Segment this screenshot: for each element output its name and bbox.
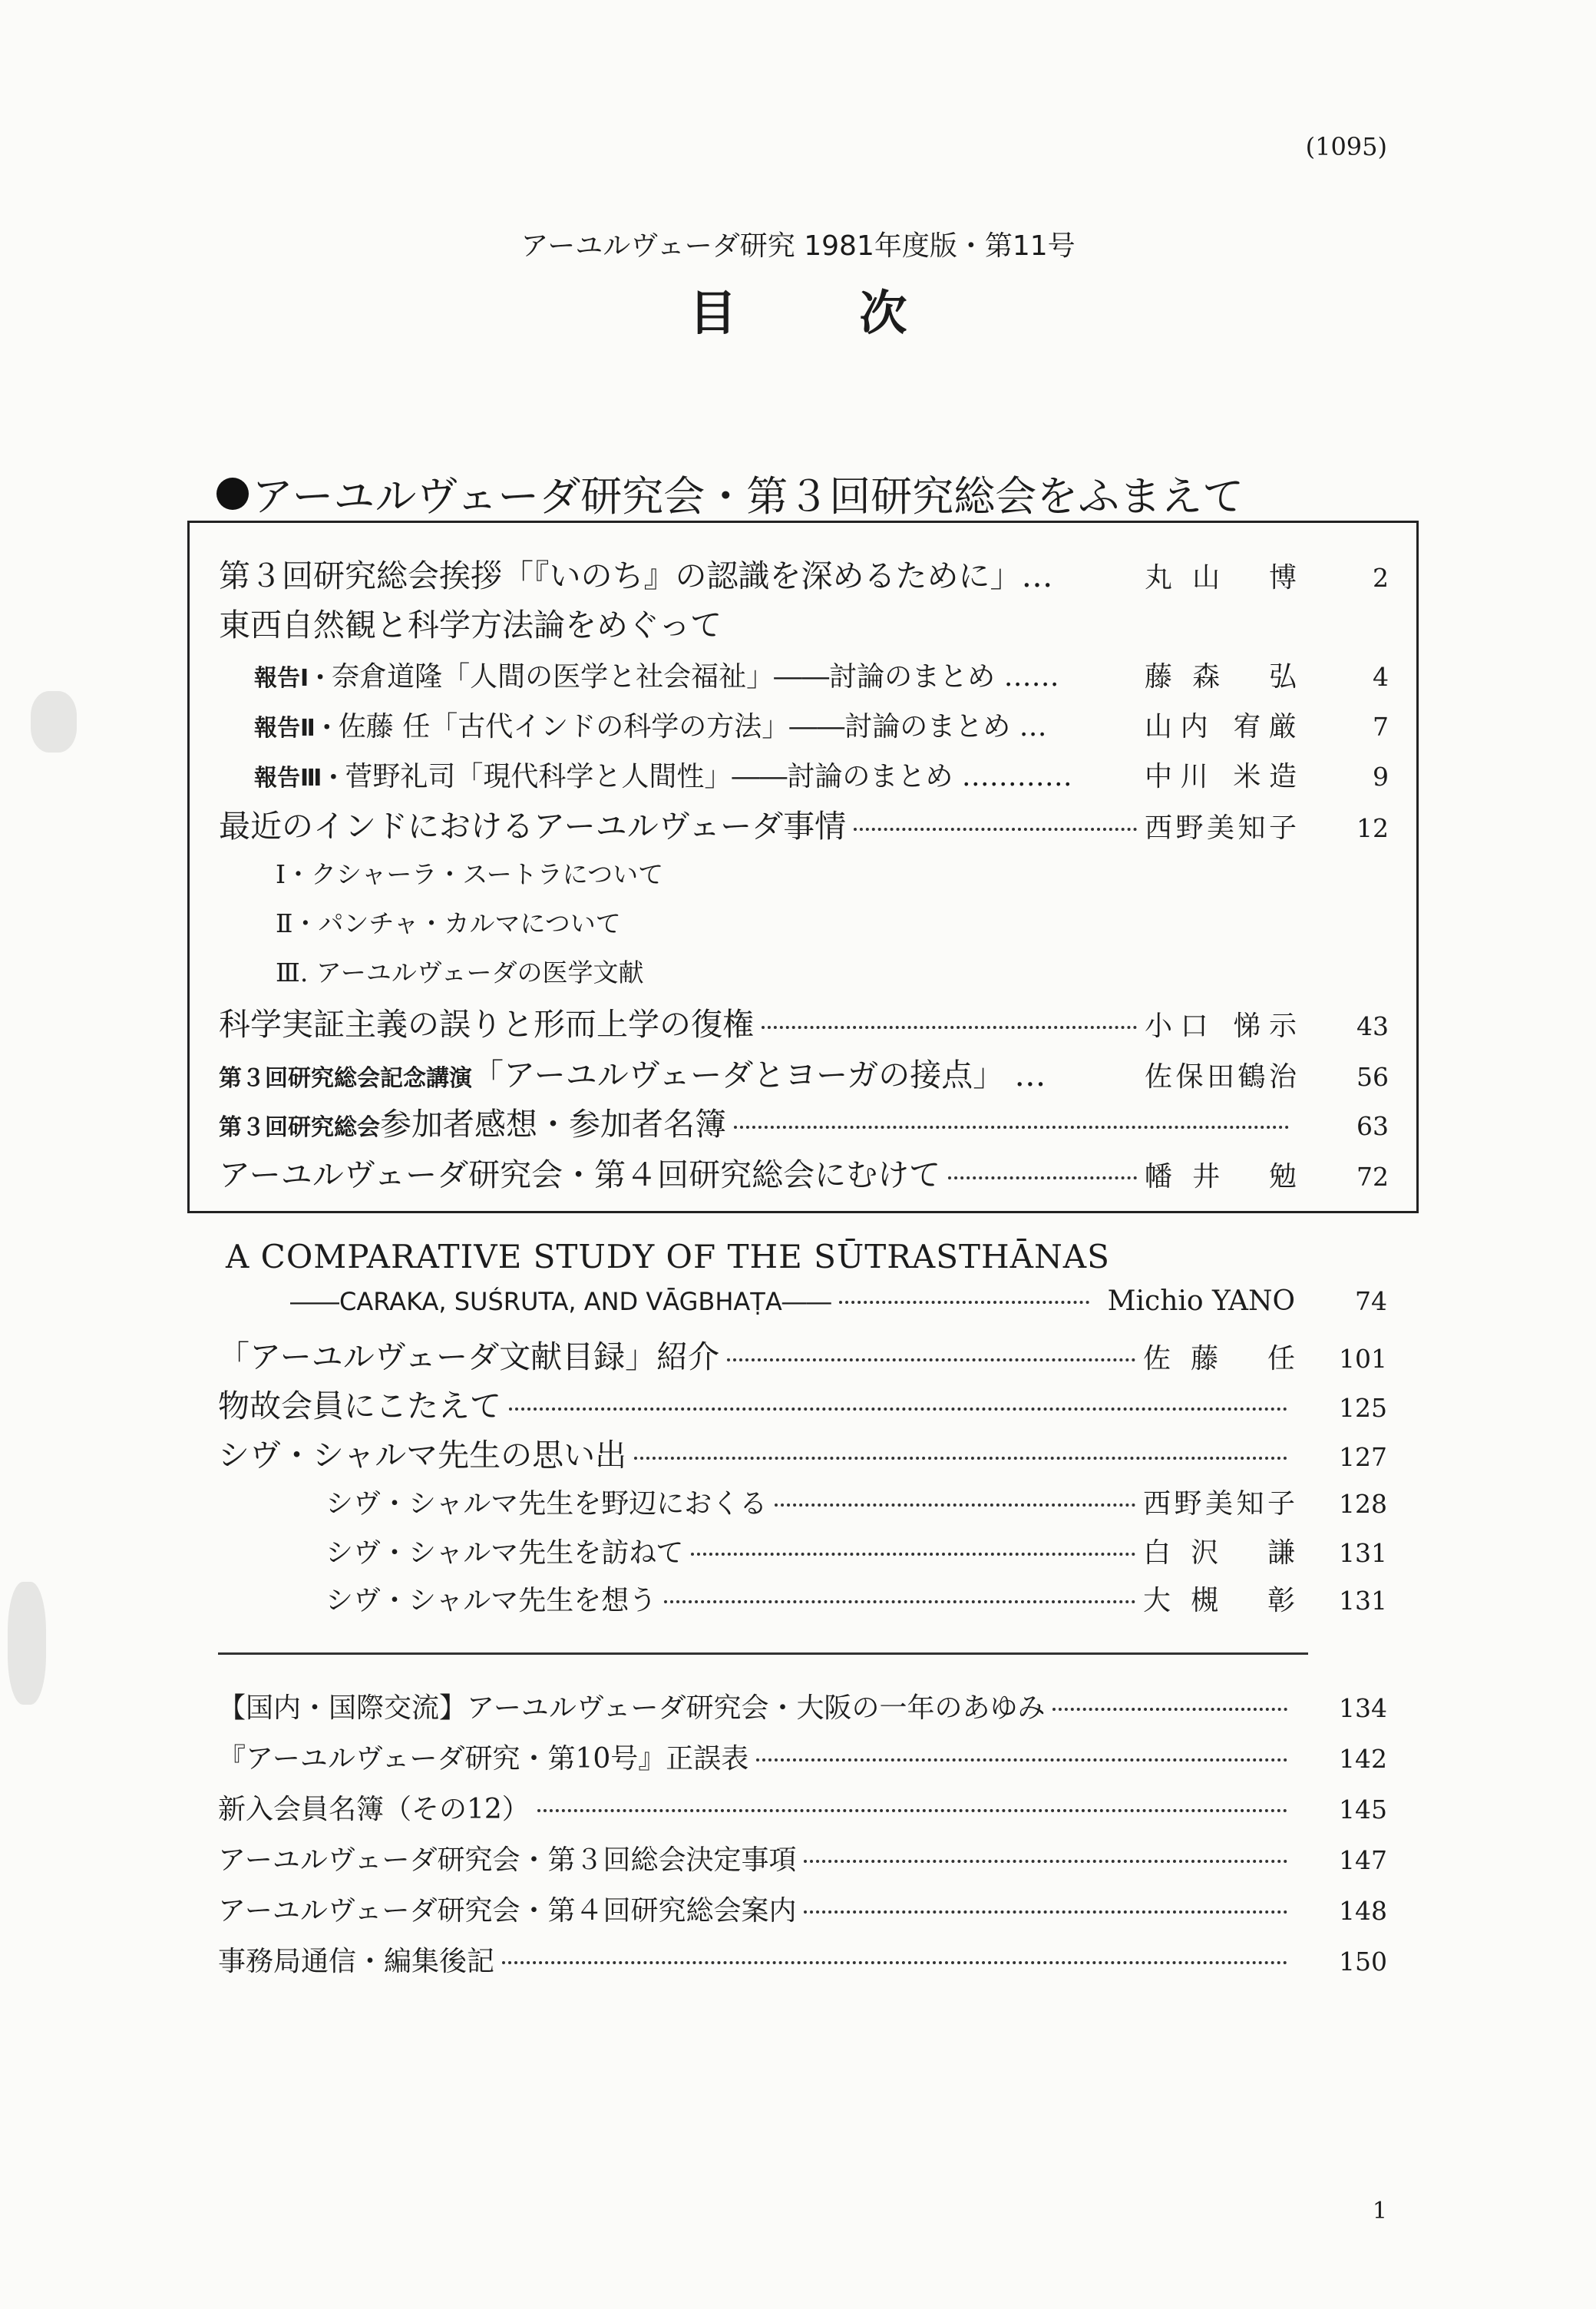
entry-title: 奈倉道隆「人間の医学と社会福祉」――討論のまとめ …… bbox=[332, 661, 1059, 693]
entry-page: 9 bbox=[1373, 762, 1389, 792]
entry-prefix: 第３回研究総会記念講演 bbox=[219, 1065, 472, 1092]
entry-author: 中川 米造 bbox=[1145, 761, 1297, 792]
bullet-icon bbox=[216, 478, 249, 510]
entry-page: 125 bbox=[1339, 1393, 1387, 1423]
dot-leader bbox=[537, 1809, 1287, 1812]
entry-title: 【国内・国際交流】アーユルヴェーダ研究会・大阪の一年のあゆみ bbox=[218, 1692, 1046, 1724]
page-number-bottom: 1 bbox=[1372, 2198, 1387, 2225]
entry-title: 第３回研究総会挨拶「『いのち』の認識を深めるために」… bbox=[219, 557, 1053, 594]
entry-page: 142 bbox=[1339, 1744, 1387, 1774]
toc-entry[interactable] bbox=[218, 1737, 1387, 1776]
dot-leader bbox=[762, 1026, 1137, 1029]
entry-author: 白沢 謙 bbox=[1143, 1537, 1295, 1569]
toc-entry[interactable] bbox=[218, 1788, 1387, 1827]
dot-leader bbox=[1052, 1708, 1287, 1711]
dot-leader bbox=[775, 1503, 1135, 1507]
entry-prefix: 報告Ⅲ・ bbox=[254, 765, 345, 792]
toc-entry[interactable] bbox=[218, 1940, 1387, 1979]
entry-author: 幡井 勉 bbox=[1145, 1161, 1297, 1193]
toc-subentry bbox=[276, 855, 663, 891]
entry-page: 127 bbox=[1339, 1442, 1387, 1472]
dot-leader bbox=[804, 1860, 1287, 1863]
entry-page: 131 bbox=[1339, 1538, 1387, 1568]
toc-entry[interactable] bbox=[218, 1381, 1387, 1426]
dot-leader bbox=[734, 1126, 1289, 1129]
entry-title: 『アーユルヴェーダ研究・第10号』正誤表 bbox=[218, 1743, 749, 1775]
toc-entry[interactable] bbox=[218, 1686, 1387, 1725]
entry-page: 131 bbox=[1339, 1586, 1387, 1616]
entry-author: 佐保田鶴治 bbox=[1145, 1061, 1297, 1093]
toc-entry[interactable] bbox=[218, 1889, 1387, 1928]
entry-page: 74 bbox=[1355, 1286, 1387, 1316]
entry-page: 128 bbox=[1339, 1489, 1387, 1519]
symposium-box bbox=[187, 521, 1419, 1213]
scan-smudge bbox=[31, 691, 77, 753]
dot-leader bbox=[839, 1301, 1089, 1304]
entry-author: 藤森 弘 bbox=[1145, 661, 1297, 693]
toc-subentry[interactable] bbox=[325, 1482, 1387, 1521]
entry-title: 「アーユルヴェーダとヨーガの接点」 … bbox=[472, 1057, 1046, 1093]
entry-title: 東西自然観と科学方法論をめぐって bbox=[219, 607, 722, 643]
entry-page: 12 bbox=[1356, 813, 1389, 843]
entry-page: 145 bbox=[1339, 1795, 1387, 1824]
toc-entry[interactable] bbox=[218, 1430, 1387, 1475]
entry-title: 菅野礼司「現代科学と人間性」――討論のまとめ ………… bbox=[345, 761, 1072, 792]
entry-prefix: 報告Ⅰ・ bbox=[254, 665, 332, 692]
entry-page: 63 bbox=[1356, 1111, 1389, 1141]
dot-leader bbox=[804, 1910, 1287, 1914]
entry-author: Michio YANO bbox=[1107, 1285, 1295, 1317]
toc-entry[interactable] bbox=[219, 1050, 1389, 1095]
entry-title: アーユルヴェーダ研究会・第４回研究総会案内 bbox=[218, 1895, 797, 1927]
entry-title: シヴ・シャルマ先生を想う bbox=[325, 1585, 657, 1616]
dot-leader bbox=[756, 1758, 1287, 1762]
toc-entry[interactable] bbox=[254, 755, 1389, 794]
entry-page: 147 bbox=[1339, 1845, 1387, 1875]
toc-entry[interactable] bbox=[254, 705, 1389, 744]
toc-subentry[interactable] bbox=[325, 1579, 1387, 1618]
entry-page: 148 bbox=[1339, 1896, 1387, 1926]
dot-leader bbox=[509, 1408, 1287, 1411]
entry-author: 大槻 彰 bbox=[1143, 1585, 1295, 1616]
entry-page: 43 bbox=[1356, 1011, 1389, 1041]
entry-title: 新入会員名簿（その12） bbox=[218, 1794, 530, 1825]
toc-entry[interactable] bbox=[219, 999, 1389, 1044]
toc-entry[interactable] bbox=[218, 1838, 1387, 1877]
dot-leader bbox=[691, 1553, 1135, 1556]
entry-title: シヴ・シャルマ先生の思い出 bbox=[218, 1437, 627, 1474]
entry-author: 西野美知子 bbox=[1143, 1488, 1295, 1520]
section-heading bbox=[216, 464, 1244, 523]
dot-leader bbox=[664, 1600, 1135, 1603]
entry-page: 72 bbox=[1356, 1162, 1389, 1192]
toc-entry[interactable] bbox=[218, 1331, 1387, 1377]
entry-title: アーユルヴェーダ研究会・第３回総会決定事項 bbox=[218, 1844, 797, 1876]
toc-entry[interactable] bbox=[219, 551, 1389, 596]
english-entry-line[interactable] bbox=[290, 1285, 1387, 1317]
entry-page: 150 bbox=[1339, 1947, 1387, 1977]
entry-author: 小口 悌示 bbox=[1145, 1011, 1297, 1042]
dot-leader bbox=[948, 1176, 1137, 1179]
entry-author: 佐藤 任 bbox=[1143, 1343, 1295, 1374]
entry-prefix: 第３回研究総会 bbox=[219, 1114, 380, 1141]
english-entry-subtitle: ――CARAKA, SUŚRUTA, AND VĀGBHAṬA―― bbox=[290, 1287, 831, 1316]
entry-prefix: 報告Ⅱ・ bbox=[254, 715, 339, 742]
entry-title: Ⅰ・クシャーラ・スートラについて bbox=[276, 859, 664, 889]
toc-subentry bbox=[276, 904, 621, 940]
entry-author: 丸山 博 bbox=[1145, 562, 1297, 594]
toc-subentry bbox=[276, 953, 644, 989]
page-number-top: (1095) bbox=[1305, 132, 1387, 161]
journal-line: アーユルヴェーダ研究 1981年度版・第11号 bbox=[520, 230, 1076, 262]
dot-leader bbox=[854, 828, 1137, 831]
entry-page: 56 bbox=[1356, 1062, 1389, 1092]
toc-subentry[interactable] bbox=[325, 1531, 1387, 1570]
entry-title: 事務局通信・編集後記 bbox=[218, 1946, 495, 1977]
scan-smudge bbox=[8, 1582, 46, 1705]
entry-title: 佐藤 任「古代インドの科学の方法」――討論のまとめ … bbox=[338, 711, 1047, 743]
entry-author: 西野美知子 bbox=[1145, 812, 1297, 844]
toc-entry[interactable] bbox=[219, 801, 1389, 846]
entry-page: 134 bbox=[1339, 1693, 1387, 1723]
entry-page: 2 bbox=[1373, 563, 1389, 593]
entry-page: 4 bbox=[1373, 662, 1389, 692]
section-heading-text: アーユルヴェーダ研究会・第３回研究総会をふまえて bbox=[252, 472, 1244, 521]
toc-entry[interactable] bbox=[219, 1099, 1389, 1144]
entry-title: 最近のインドにおけるアーユルヴェーダ事情 bbox=[219, 808, 847, 845]
dot-leader bbox=[727, 1358, 1135, 1361]
entry-title: 「アーユルヴェーダ文献目録」紹介 bbox=[218, 1338, 720, 1375]
entry-page: 7 bbox=[1373, 712, 1389, 742]
entry-page: 101 bbox=[1339, 1344, 1387, 1374]
entry-title: 参加者感想・参加者名簿 bbox=[380, 1106, 726, 1143]
page-title: 目次 bbox=[689, 285, 1030, 341]
entry-title: Ⅱ・パンチャ・カルマについて bbox=[276, 908, 621, 938]
entry-title: シヴ・シャルマ先生を野辺におくる bbox=[325, 1488, 768, 1520]
entry-title: 科学実証主義の誤りと形而上学の復権 bbox=[219, 1006, 754, 1043]
divider bbox=[218, 1652, 1308, 1655]
dot-leader bbox=[634, 1457, 1287, 1460]
entry-title: シヴ・シャルマ先生を訪ねて bbox=[325, 1537, 684, 1569]
entry-title: Ⅲ. アーユルヴェーダの医学文献 bbox=[276, 958, 644, 987]
entry-title: 物故会員にこたえて bbox=[218, 1388, 501, 1424]
english-entry-title[interactable]: A COMPARATIVE STUDY OF THE SŪTRASTHĀNAS bbox=[226, 1238, 1110, 1275]
toc-entry[interactable] bbox=[219, 1150, 1389, 1195]
entry-author: 山内 宥厳 bbox=[1145, 711, 1297, 743]
dot-leader bbox=[502, 1961, 1287, 1964]
toc-entry[interactable] bbox=[254, 655, 1389, 694]
toc-entry bbox=[219, 600, 1389, 645]
entry-title: アーユルヴェーダ研究会・第４回研究総会にむけて bbox=[219, 1156, 941, 1193]
